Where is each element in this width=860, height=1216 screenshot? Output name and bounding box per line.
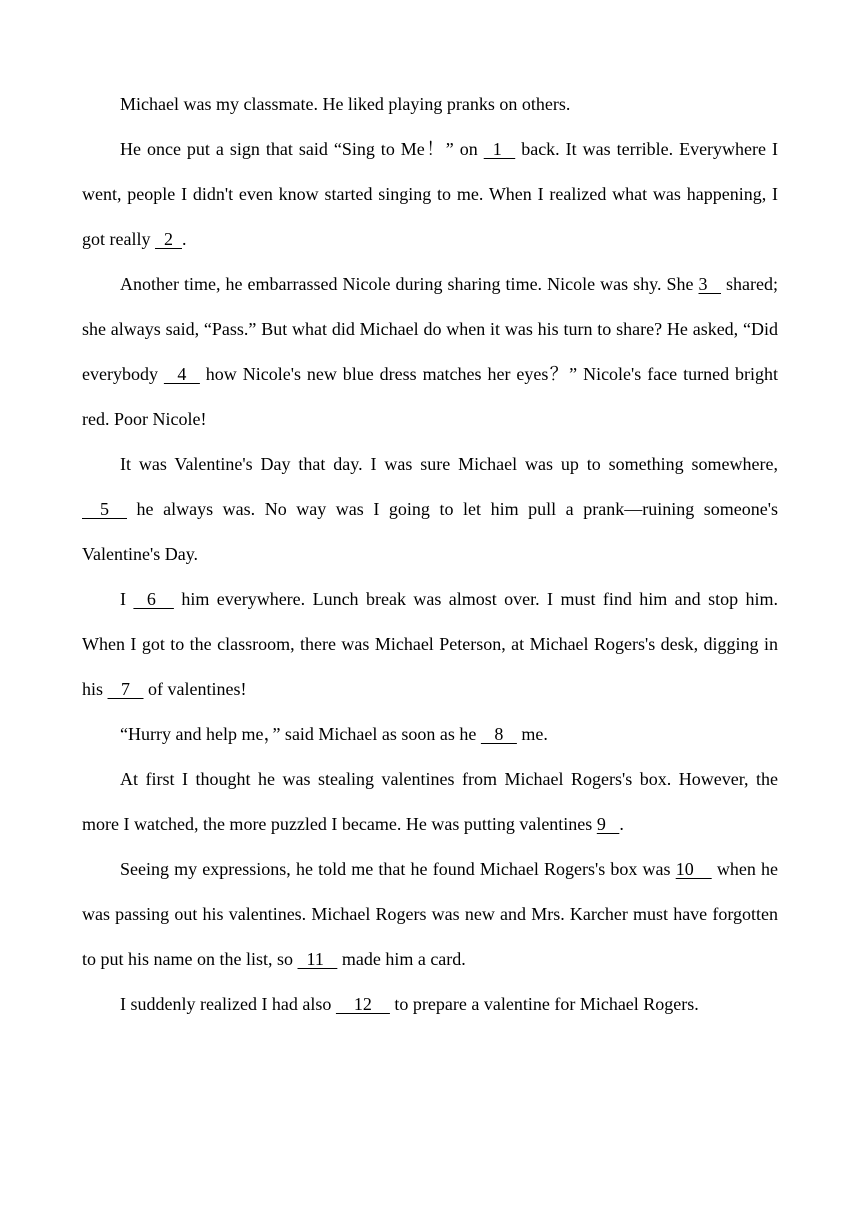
text-run: to prepare a valentine for Michael Rogers. xyxy=(389,994,699,1014)
paragraph-3 xyxy=(82,262,778,442)
text-run: of valentines! xyxy=(143,679,247,699)
text-run: him everywhere. Lunch break was almost over. I must find him and stop him. When I got to the classroom, there was Michael Peterson, at Michael Rogers's desk, digging in his xyxy=(82,589,778,699)
paragraph-6 xyxy=(82,712,778,757)
text-run: I xyxy=(120,589,134,609)
text-run: He once put a sign that said “Sing to Me！” on xyxy=(120,139,484,159)
answer-blank: 12 xyxy=(335,994,390,1014)
text-run: It was Valentine's Day that day. I was sure Michael was up to something somewhere, xyxy=(120,454,778,474)
text-run: “Hurry and help me，” said Michael as soon as he xyxy=(120,724,481,744)
answer-blank: 5 xyxy=(82,499,127,519)
text-run: Michael was my classmate. He liked playing pranks on others. xyxy=(120,94,571,114)
text-run: made him a card. xyxy=(337,949,466,969)
answer-blank: 2 xyxy=(154,229,182,249)
answer-blank: 7 xyxy=(107,679,144,699)
paragraph-2 xyxy=(82,127,778,262)
answer-blank: 8 xyxy=(480,724,517,744)
answer-blank: 3 xyxy=(698,274,721,294)
paragraph-4 xyxy=(82,442,778,577)
answer-blank: 4 xyxy=(163,364,200,384)
text-run: . xyxy=(619,814,624,834)
text-run: me. xyxy=(516,724,548,744)
paragraph-7 xyxy=(82,757,778,847)
text-run: Seeing my expressions, he told me that he found Michael Rogers's box was xyxy=(120,859,676,879)
text-run: he always was. No way was I going to let him pull a prank—ruining someone's Valentine's Day. xyxy=(82,499,778,564)
answer-blank: 11 xyxy=(297,949,338,969)
text-run: how Nicole's new blue dress matches her eyes？” Nicole's face turned bright red. Poor Nicole! xyxy=(82,364,778,429)
paragraph-9 xyxy=(82,982,778,1027)
text-run: I suddenly realized I had also xyxy=(120,994,336,1014)
answer-blank: 6 xyxy=(133,589,174,609)
paragraph-8 xyxy=(82,847,778,982)
paragraph-5 xyxy=(82,577,778,712)
text-run: . xyxy=(181,229,187,249)
answer-blank: 10 xyxy=(675,859,712,879)
document-page xyxy=(82,82,778,1027)
text-run: shared; she always said, “Pass.” But what did Michael do when it was his turn to share? He asked, “Did everybody xyxy=(82,274,779,384)
answer-blank: 1 xyxy=(483,139,516,159)
text-run: back. It was terrible. Everywhere I went, people I didn't even know started singing to me. When I realized what was happening, I got really xyxy=(82,139,778,249)
text-run: Another time, he embarrassed Nicole during sharing time. Nicole was shy. She xyxy=(120,274,699,294)
answer-blank: 9 xyxy=(596,814,620,834)
text-run: At first I thought he was stealing valentines from Michael Rogers's box. However, the more I watched, the more puzzled I became. He was putting valentines xyxy=(82,769,778,834)
paragraph-1 xyxy=(82,82,778,127)
text-run: when he was passing out his valentines. Michael Rogers was new and Mrs. Karcher must have forgotten to put his name on the list, so xyxy=(82,859,778,969)
